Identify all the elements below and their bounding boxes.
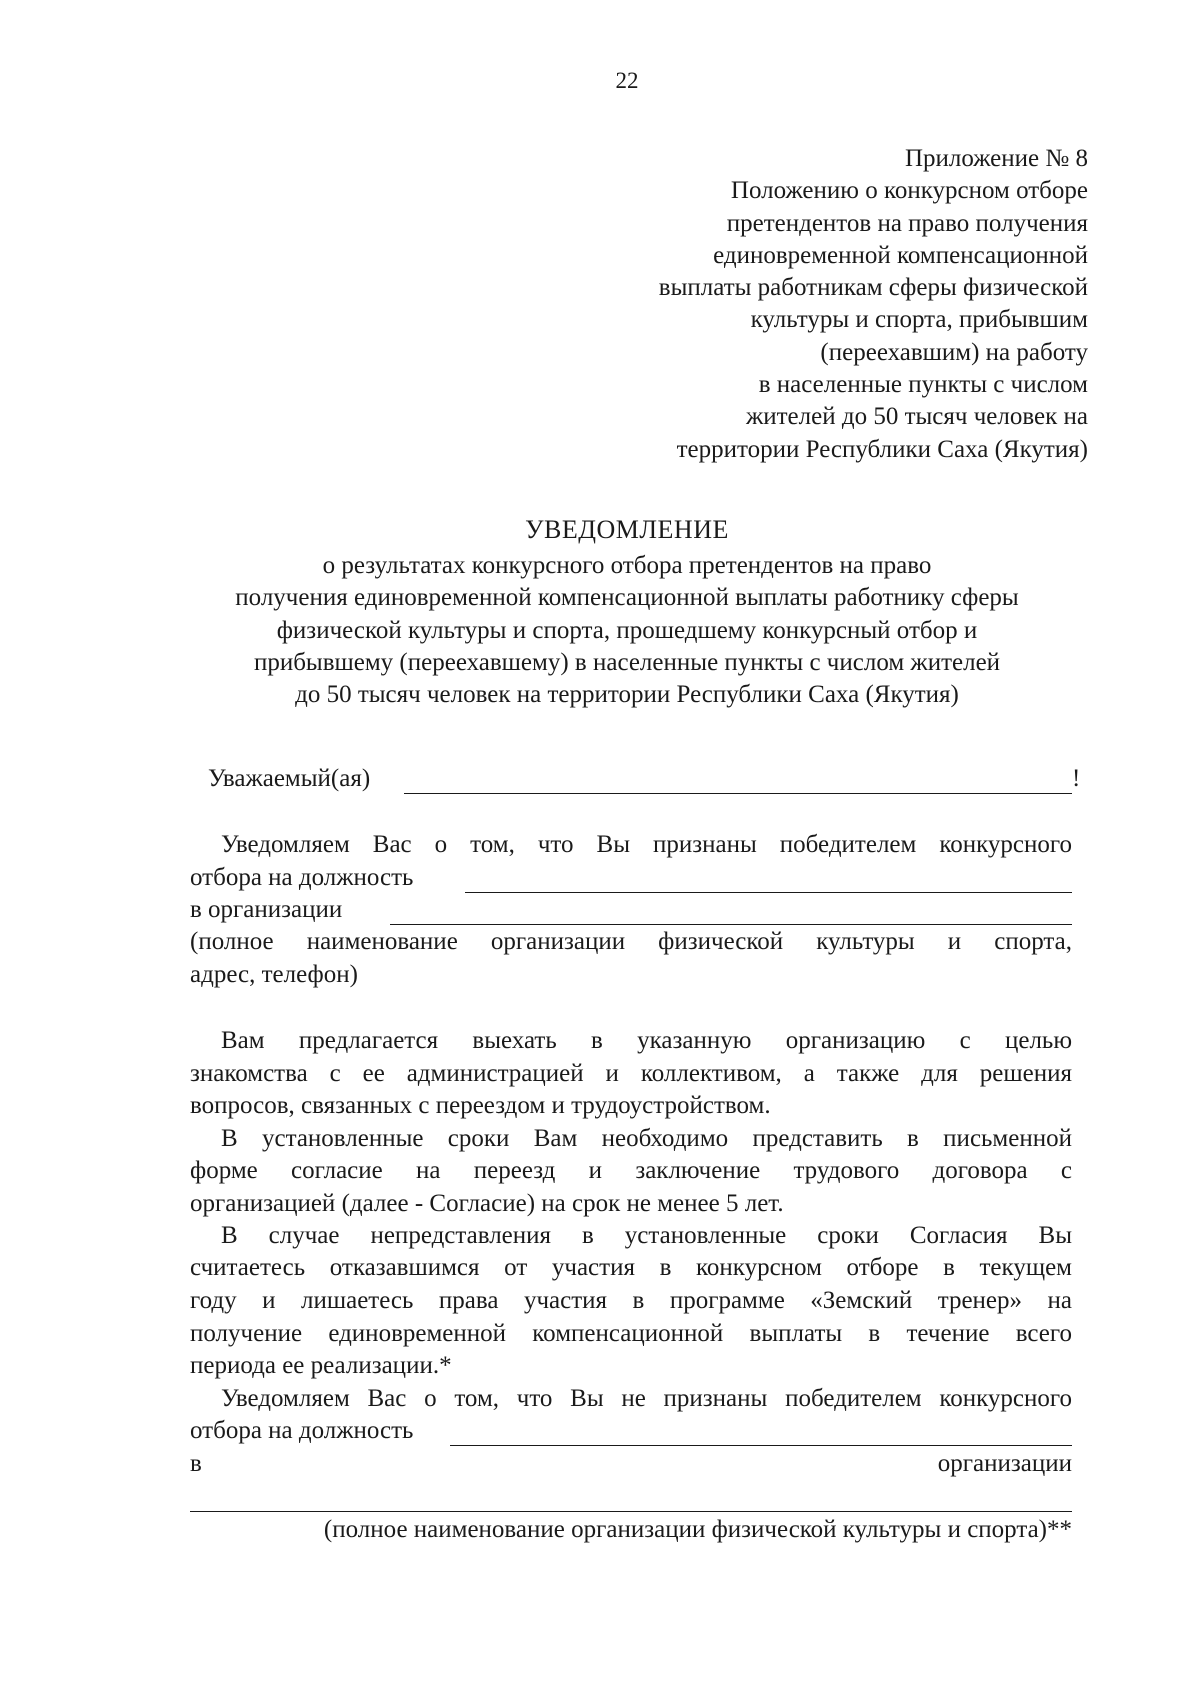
greeting-label: Уважаемый(ая): [208, 765, 371, 792]
loser-org-label: организации: [937, 1450, 1072, 1477]
paragraph-line: организацией (далее - Согласие) на срок не менее 5 лет.: [190, 1190, 784, 1217]
winner-notice-line: Уведомляем Вас о том, что Вы признаны победителем конкурсного: [221, 831, 1072, 858]
greeting-exclamation: !: [1072, 765, 1081, 792]
appendix-header: [468, 143, 1088, 466]
paragraph-line: форме согласие на переезд и заключение трудового договора с: [190, 1157, 1072, 1184]
winner-org-hint: (полное наименование организации физической культуры и спорта,: [190, 928, 1072, 955]
subtitle-line: прибывшему (переехавшему) в населенные пункты с числом жителей: [253, 648, 1001, 676]
subtitle-line: получения единовременной компенсационной выплаты работнику сферы: [235, 584, 1019, 612]
appendix-line: в населенные пункты с числом: [758, 371, 1088, 399]
paragraph-line: получение единовременной компенсационной выплаты в течение всего: [190, 1320, 1072, 1347]
loser-org-field[interactable]: [190, 1511, 1072, 1512]
page-number: 22: [615, 68, 639, 93]
appendix-line: жителей до 50 тысяч человек на: [745, 403, 1088, 431]
paragraph-line: знакомства с ее администрацией и коллективом, а также для решения: [190, 1060, 1072, 1087]
winner-org-field[interactable]: [390, 924, 1072, 925]
loser-in-label: в: [190, 1450, 202, 1477]
paragraph-line: В случае непредставления в установленные сроки Согласия Вы: [221, 1222, 1072, 1249]
subtitle-line: о результатах конкурсного отбора претендентов на право: [322, 552, 932, 579]
paragraph-line: вопросов, связанных с переездом и трудоустройством.: [190, 1092, 771, 1119]
loser-position-label: отбора на должность: [190, 1417, 414, 1444]
loser-notice-line: Уведомляем Вас о том, что Вы не признаны победителем конкурсного: [221, 1385, 1072, 1412]
appendix-line: территории Республики Саха (Якутия): [676, 435, 1088, 463]
paragraph-line: году и лишаетесь права участия в программе «Земский тренер» на: [190, 1287, 1072, 1314]
recipient-name-field[interactable]: [404, 793, 1072, 794]
appendix-line: выплаты работникам сферы физической: [658, 274, 1088, 302]
winner-org-hint: адрес, телефон): [190, 961, 358, 988]
appendix-line: единовременной компенсационной: [713, 241, 1088, 269]
winner-position-label: отбора на должность: [190, 864, 414, 891]
loser-position-field[interactable]: [450, 1445, 1072, 1446]
appendix-line: (переехавшим) на работу: [820, 338, 1088, 366]
appendix-line: культуры и спорта, прибывшим: [750, 306, 1088, 334]
winner-org-label: в организации: [190, 896, 343, 923]
notice-title: УВЕДОМЛЕНИЕ: [525, 515, 729, 544]
winner-position-field[interactable]: [465, 892, 1072, 893]
appendix-line: претендентов на право получения: [726, 209, 1088, 237]
paragraph-line: периода ее реализации.*: [190, 1352, 452, 1379]
paragraph-line: В установленные сроки Вам необходимо представить в письменной: [221, 1125, 1072, 1152]
appendix-line: Положению о конкурсном отборе: [730, 177, 1088, 205]
subtitle-line: до 50 тысяч человек на территории Республики Саха (Якутия): [295, 681, 959, 709]
loser-org-hint: (полное наименование организации физической культуры и спорта)**: [323, 1516, 1072, 1543]
paragraph-line: Вам предлагается выехать в указанную организацию с целью: [221, 1027, 1072, 1054]
appendix-line: Приложение № 8: [904, 145, 1088, 172]
subtitle-line: физической культуры и спорта, прошедшему конкурсный отбор и: [276, 616, 978, 644]
notice-subtitle: [0, 550, 1200, 711]
paragraph-line: считаетесь отказавшимся от участия в конкурсном отборе в текущем: [190, 1254, 1072, 1281]
